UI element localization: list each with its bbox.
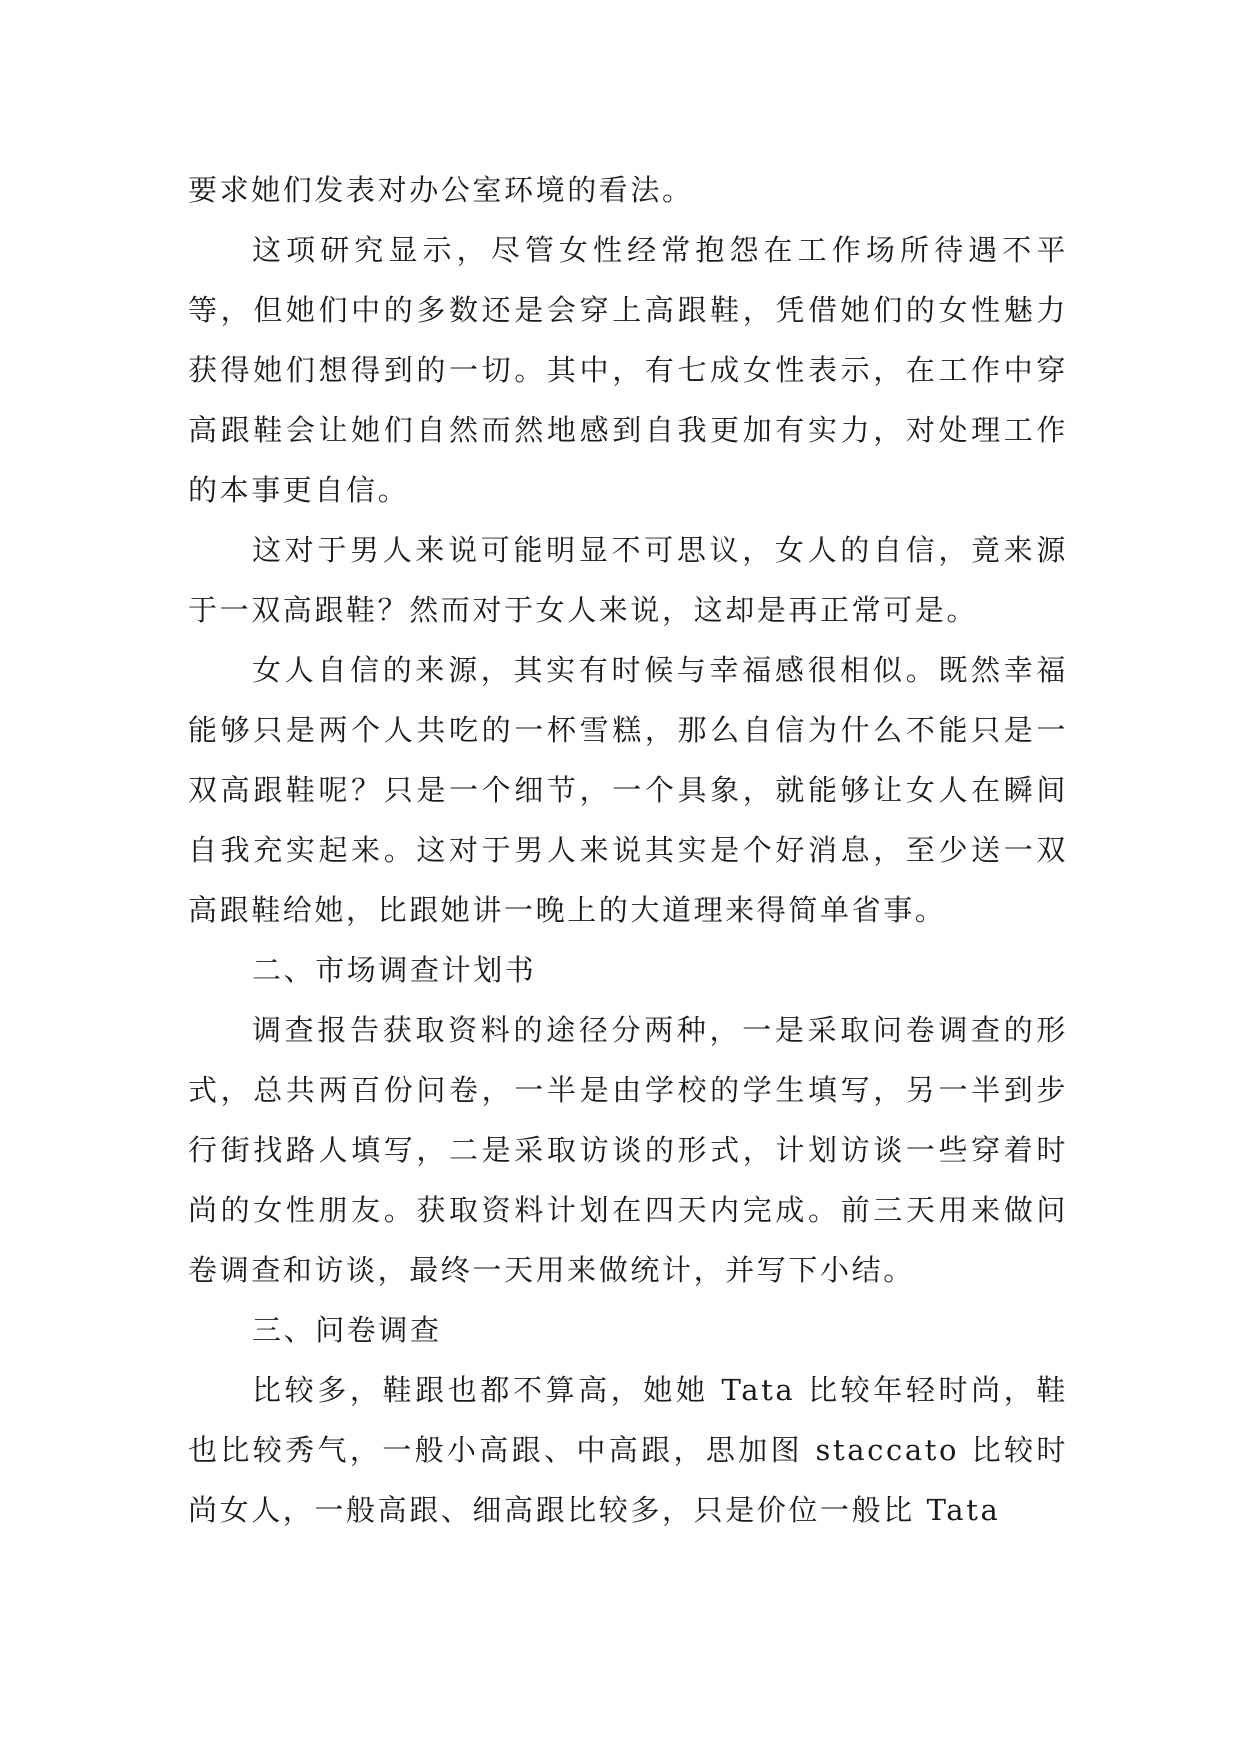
paragraph-3: 这对于男人来说可能明显不可思议，女人的自信，竟来源于一双高跟鞋？然而对于女人来说，这却是再正常可是。 [188, 533, 1068, 627]
paragraph-5: 调查报告获取资料的途径分两种，一是采取问卷调查的形式，总共两百份问卷，一半是由学校的学生填写，另一半到步行街找路人填写，二是采取访谈的形式，计划访谈一些穿着时尚的女性朋友。获取资料计划在四天内完成。前三天用来做问卷调查和访谈，最终一天用来做统计，并写下小结。 [188, 1013, 1068, 1287]
section-heading-3: 三、问卷调查 [252, 1313, 442, 1347]
paragraph-1: 要求她们发表对办公室环境的看法。 [188, 173, 694, 207]
document-body [188, 160, 1068, 1540]
paragraph-6: 比较多，鞋跟也都不算高，她她 Tata 比较年轻时尚，鞋也比较秀气，一般小高跟、中高跟，思加图 staccato 比较时尚女人，一般高跟、细高跟比较多，只是价位一般比 Tata [188, 1373, 1068, 1527]
section-heading-2: 二、市场调查计划书 [252, 953, 537, 987]
paragraph-4: 女人自信的来源，其实有时候与幸福感很相似。既然幸福能够只是两个人共吃的一杯雪糕，那么自信为什么不能只是一双高跟鞋呢？只是一个细节，一个具象，就能够让女人在瞬间自我充实起来。这对于男人来说其实是个好消息，至少送一双高跟鞋给她，比跟她讲一晚上的大道理来得简单省事。 [188, 653, 1068, 927]
paragraph-2: 这项研究显示，尽管女性经常抱怨在工作场所待遇不平等，但她们中的多数还是会穿上高跟鞋，凭借她们的女性魅力获得她们想得到的一切。其中，有七成女性表示，在工作中穿高跟鞋会让她们自然而然地感到自我更加有实力，对处理工作的本事更自信。 [188, 233, 1068, 507]
